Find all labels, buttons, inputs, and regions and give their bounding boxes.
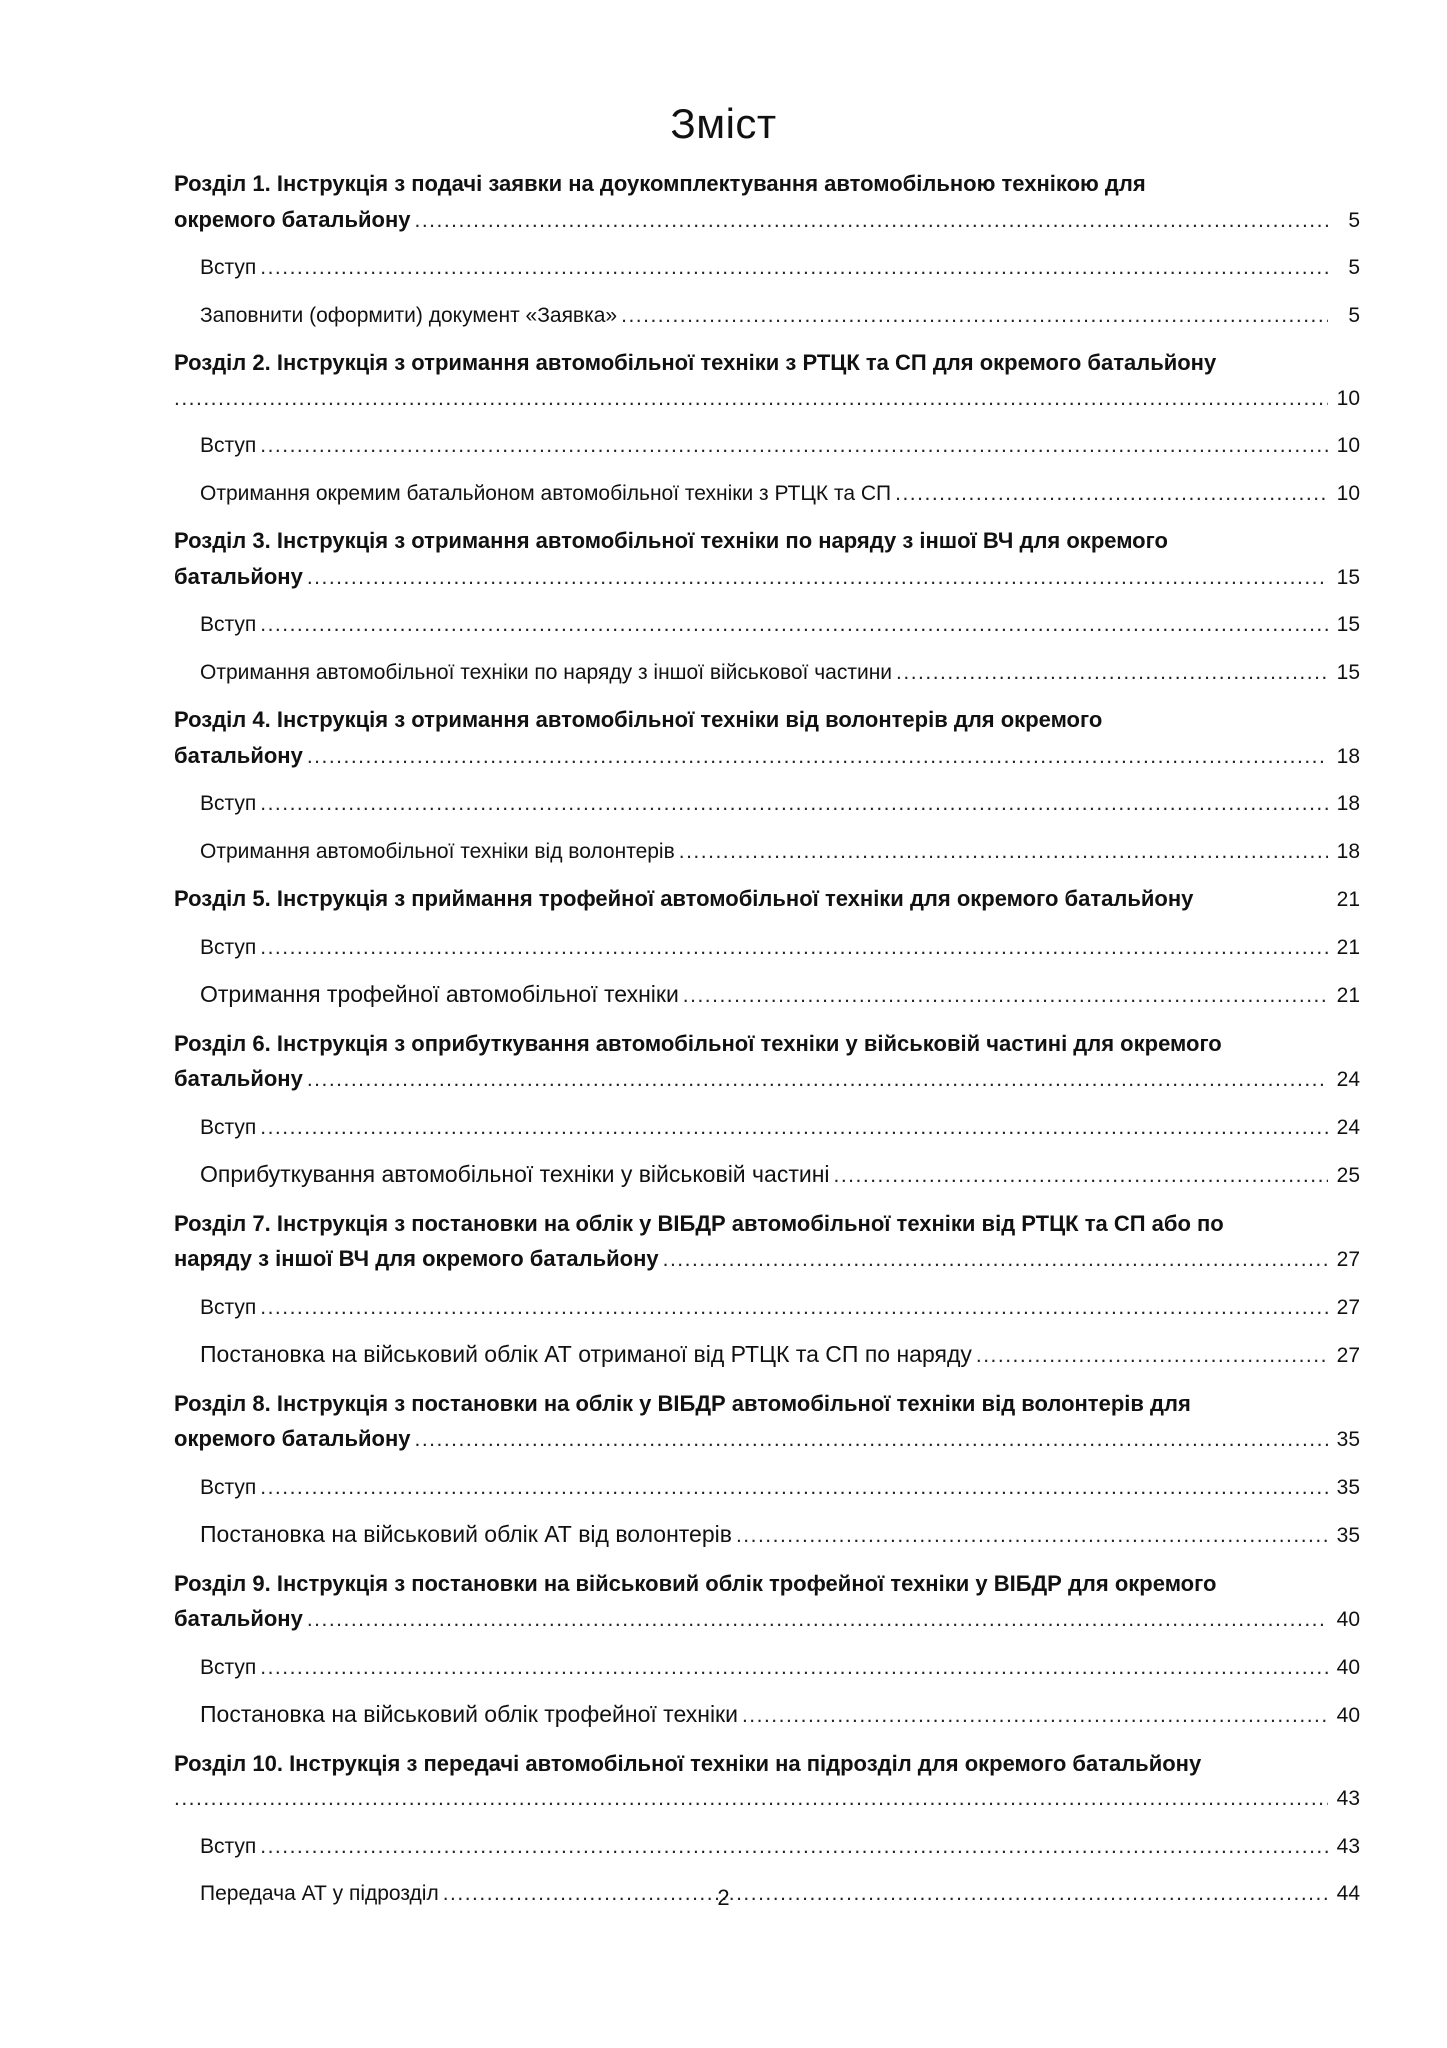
toc-subentry-label: Постановка на військовий облік АТ отриманої від РТЦК та СП по наряду	[200, 1341, 972, 1367]
dot-leader	[895, 476, 1328, 512]
toc-subentry[interactable]	[174, 655, 1360, 691]
toc-section-title: Розділ 8. Інструкція з постановки на облік у ВІБДР автомобільної техніки від волонтерів для	[174, 1390, 1191, 1416]
toc-page-number: 21	[1336, 935, 1360, 959]
toc-subentry-label: Оприбуткування автомобільної техніки у військовій частині	[200, 1161, 830, 1187]
toc-subentry[interactable]	[174, 1829, 1360, 1865]
page-title: Зміст	[670, 100, 777, 147]
dot-leader	[621, 298, 1328, 334]
toc-section-10[interactable]	[174, 1746, 1360, 1817]
toc-subentry-label: Вступ	[200, 1295, 257, 1319]
toc-subentry-label: Отримання автомобільної техніки від волонтерів	[200, 839, 675, 863]
toc-subentry-label: Вступ	[200, 935, 257, 959]
toc-page-number: 10	[1336, 386, 1360, 410]
toc-subentry[interactable]	[174, 298, 1360, 334]
toc-section-title: Розділ 7. Інструкція з постановки на облік у ВІБДР автомобільної техніки від РТЦК та СП або по	[174, 1210, 1224, 1236]
toc-page-number: 35	[1336, 1524, 1360, 1547]
dot-leader	[307, 739, 1328, 775]
dot-leader	[260, 607, 1328, 643]
dot-leader	[976, 1338, 1328, 1374]
toc-section-5[interactable]	[174, 881, 1360, 918]
toc-subentry-label: Постановка на військовий облік АТ від волонтерів	[200, 1521, 732, 1547]
toc-page-number: 27	[1336, 1295, 1360, 1319]
dot-leader	[896, 655, 1328, 691]
dot-leader	[260, 1470, 1328, 1506]
toc-page-number: 44	[1336, 1882, 1360, 1905]
dot-leader	[260, 1290, 1328, 1326]
dot-leader	[742, 1698, 1328, 1734]
toc-subentry[interactable]	[174, 250, 1360, 286]
dot-leader	[260, 930, 1328, 966]
toc-page-number: 10	[1336, 481, 1360, 505]
toc-subentry[interactable]	[174, 1650, 1360, 1686]
dot-leader	[174, 1781, 1328, 1817]
toc-subentry[interactable]	[174, 977, 1360, 1014]
toc-page-number: 27	[1336, 1344, 1360, 1367]
toc-section-4[interactable]	[174, 702, 1360, 774]
toc-page-number: 15	[1336, 660, 1360, 684]
toc-page-number: 18	[1336, 792, 1360, 815]
toc-subentry-label: Заповнити (оформити) документ «Заявка»	[200, 303, 618, 327]
toc-page-number: 40	[1336, 1608, 1360, 1631]
toc-subentry[interactable]	[174, 476, 1360, 512]
dot-leader	[663, 1242, 1328, 1278]
dot-leader	[307, 560, 1328, 596]
toc-section-title-cont: окремого батальйону	[174, 1426, 411, 1451]
toc-subentry-label: Отримання окремим батальйоном автомобільної техніки з РТЦК та СП	[200, 481, 892, 505]
toc-section-title: Розділ 5. Інструкція з приймання трофейної автомобільної техніки для окремого батальйону	[174, 886, 1194, 911]
toc-subentry[interactable]	[174, 1290, 1360, 1326]
toc-section-2[interactable]	[174, 345, 1360, 416]
toc-page-number: 40	[1336, 1655, 1360, 1679]
toc-subentry-label: Вступ	[200, 1655, 257, 1679]
dot-leader	[736, 1518, 1328, 1554]
toc-section-title-cont: батальйону	[174, 563, 303, 589]
dot-leader	[260, 250, 1328, 286]
toc-subentry-label: Вступ	[200, 792, 257, 815]
toc-page-number: 21	[1336, 888, 1360, 911]
dot-leader	[260, 428, 1328, 464]
dot-leader	[307, 1062, 1328, 1098]
toc-section-title: Розділ 2. Інструкція з отримання автомобільної техніки з РТЦК та СП для окремого батальйону	[174, 350, 1217, 375]
toc-page-number: 18	[1336, 744, 1360, 768]
toc-subentry[interactable]	[174, 1517, 1360, 1554]
toc-page-number: 18	[1336, 839, 1360, 863]
toc-subentry[interactable]	[174, 1110, 1360, 1146]
toc-section-1[interactable]	[174, 166, 1360, 238]
dot-leader	[834, 1158, 1328, 1194]
toc-subentry-label: Вступ	[200, 1834, 257, 1858]
dot-leader	[260, 786, 1328, 822]
toc-subentry[interactable]	[174, 607, 1360, 643]
toc-page-number: 43	[1336, 1787, 1360, 1810]
toc-subentry[interactable]	[174, 1697, 1360, 1734]
toc-page-number: 24	[1336, 1068, 1360, 1091]
toc-subentry[interactable]	[174, 1470, 1360, 1506]
dot-leader	[415, 203, 1329, 239]
toc-subentry-label: Вступ	[200, 1115, 257, 1139]
toc-section-title-cont: батальйону	[174, 742, 303, 768]
dot-leader	[260, 1110, 1328, 1146]
toc-page-number: 40	[1336, 1704, 1360, 1727]
toc-subentry[interactable]	[174, 428, 1360, 464]
toc-subentry-label: Постановка на військовий облік трофейної техніки	[200, 1701, 738, 1727]
dot-leader	[174, 381, 1328, 417]
toc-subentry-label: Вступ	[200, 256, 257, 279]
toc-page-number: 35	[1336, 1428, 1360, 1451]
toc-subentry-label: Вступ	[200, 434, 257, 457]
toc-section-title: Розділ 4. Інструкція з отримання автомобільної техніки від волонтерів для окремого	[174, 707, 1103, 732]
dot-leader	[260, 1650, 1328, 1686]
toc-section-title: Розділ 10. Інструкція з передачі автомобільної техніки на підрозділ для окремого батальйону	[174, 1750, 1202, 1776]
toc-subentry[interactable]	[174, 1157, 1360, 1194]
toc-page-number: 15	[1336, 565, 1360, 589]
toc-subentry-label: Вступ	[200, 613, 257, 636]
toc-section-6[interactable]	[174, 1026, 1360, 1098]
toc-section-7[interactable]	[174, 1206, 1360, 1278]
toc-subentry-label: Передача АТ у підрозділ	[200, 1882, 439, 1905]
dot-leader	[415, 1422, 1329, 1458]
toc-section-title: Розділ 1. Інструкція з подачі заявки на доукомплектування автомобільною технікою для	[174, 171, 1146, 196]
toc-page-number: 5	[1348, 303, 1360, 327]
toc-page-number: 43	[1336, 1834, 1360, 1858]
toc-section-8[interactable]	[174, 1386, 1360, 1458]
table-of-contents	[174, 166, 1360, 1912]
toc-subentry-label: Отримання трофейної автомобільної техніки	[200, 981, 679, 1007]
toc-section-9[interactable]	[174, 1566, 1360, 1638]
toc-section-title-cont: наряду з іншої ВЧ для окремого батальйону	[174, 1246, 659, 1271]
toc-subentry-label: Вступ	[200, 1475, 257, 1499]
toc-section-3[interactable]	[174, 523, 1360, 595]
toc-page-number: 5	[1348, 208, 1360, 232]
dot-leader	[683, 978, 1328, 1014]
toc-page-number: 15	[1336, 613, 1360, 636]
toc-section-title: Розділ 3. Інструкція з отримання автомобільної техніки по наряду з іншої ВЧ для окремого	[174, 528, 1168, 553]
dot-leader	[260, 1829, 1328, 1865]
toc-section-title-cont: батальйону	[174, 1606, 303, 1631]
toc-page-number: 10	[1336, 434, 1360, 457]
toc-page-number: 35	[1336, 1475, 1360, 1499]
dot-leader	[307, 1602, 1328, 1638]
toc-section-title-cont: окремого батальйону	[174, 206, 411, 232]
toc-subentry[interactable]	[174, 786, 1360, 822]
dot-leader	[679, 834, 1328, 870]
toc-section-title: Розділ 9. Інструкція з постановки на військовий облік трофейної техніки у ВІБДР для окремого	[174, 1570, 1217, 1596]
toc-page-number: 5	[1348, 256, 1360, 279]
toc-subentry[interactable]	[174, 834, 1360, 870]
toc-page-number: 24	[1336, 1115, 1360, 1139]
toc-section-title-cont: батальйону	[174, 1066, 303, 1091]
toc-page-number: 21	[1336, 984, 1360, 1007]
toc-subentry-label: Отримання автомобільної техніки по наряду з іншої військової частини	[200, 660, 893, 684]
toc-section-title: Розділ 6. Інструкція з оприбуткування автомобільної техніки у військовій частині для окремого	[174, 1030, 1222, 1056]
toc-subentry[interactable]	[174, 1337, 1360, 1374]
page-number: 2	[717, 1885, 730, 1910]
toc-subentry[interactable]	[174, 930, 1360, 966]
toc-page-number: 25	[1336, 1164, 1360, 1187]
toc-page-number: 27	[1336, 1248, 1360, 1271]
